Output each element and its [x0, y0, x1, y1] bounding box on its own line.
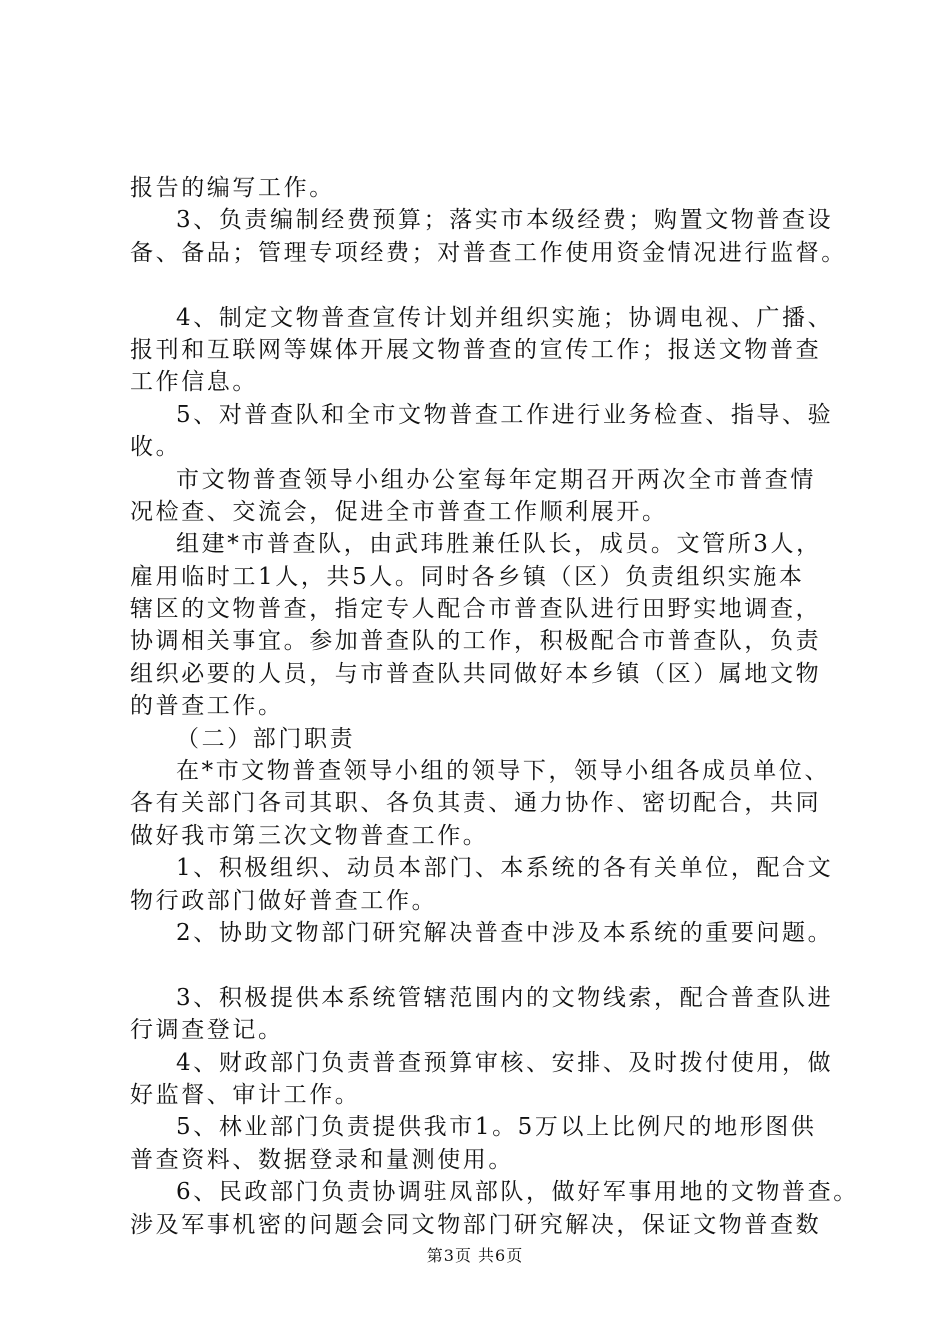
text-line: 5、对普查队和全市文物普查工作进行业务检查、指导、验	[176, 401, 834, 428]
text-line: 工作信息。	[130, 369, 258, 396]
text-line: 雇用临时工1人，共5人。同时各乡镇（区）负责组织实施本	[130, 563, 805, 590]
text-line: 收。	[130, 434, 182, 461]
document-body	[130, 172, 859, 1241]
text-line: 组织必要的人员，与市普查队共同做好本乡镇（区）属地文物	[130, 660, 822, 687]
text-line: 3、负责编制经费预算；落实市本级经费；购置文物普查设	[176, 207, 834, 234]
text-line: 的普查工作。	[130, 693, 284, 720]
text-line: 辖区的文物普查，指定专人配合市普查队进行田野实地调查，	[130, 596, 822, 623]
page-number-footer: 第3页 共6页	[426, 1246, 524, 1265]
text-line: 报告的编写工作。	[130, 175, 335, 201]
text-line: 物行政部门做好普查工作。	[130, 887, 438, 914]
text-line: 备、备品；管理专项经费；对普查工作使用资金情况进行监督。	[130, 239, 847, 266]
text-line: 普查资料、数据登录和量测使用。	[130, 1146, 514, 1173]
text-line: 2、协助文物部门研究解决普查中涉及本系统的重要问题。	[176, 919, 834, 946]
text-line: 3、积极提供本系统管辖范围内的文物线索，配合普查队进	[176, 984, 834, 1011]
text-line: 组建*市普查队，由武玮胜兼任队长，成员。文管所3人，	[176, 531, 822, 558]
text-line: 况检查、交流会，促进全市普查工作顺利展开。	[130, 498, 668, 525]
text-line: 涉及军事机密的问题会同文物部门研究解决，保证文物普查数	[130, 1211, 822, 1238]
text-line: 协调相关事宜。参加普查队的工作，积极配合市普查队，负责	[130, 628, 822, 655]
text-line: 4、财政部门负责普查预算审核、安排、及时拨付使用，做	[176, 1049, 834, 1076]
text-line: 1、积极组织、动员本部门、本系统的各有关单位，配合文	[176, 855, 834, 882]
section-heading: （二）部门职责	[176, 725, 356, 752]
text-line: 6、民政部门负责协调驻凤部队，做好军事用地的文物普查。	[176, 1179, 859, 1206]
text-line: 在*市文物普查领导小组的领导下，领导小组各成员单位、	[176, 758, 831, 785]
text-line: 各有关部门各司其职、各负其责、通力协作、密切配合，共同	[130, 790, 822, 817]
text-line: 行调查登记。	[130, 1017, 284, 1044]
text-line: 报刊和互联网等媒体开展文物普查的宣传工作；报送文物普查	[130, 336, 822, 363]
text-line: 4、制定文物普查宣传计划并组织实施；协调电视、广播、	[176, 304, 834, 331]
blank-line	[130, 269, 840, 301]
text-line: 5、林业部门负责提供我市1。5万以上比例尺的地形图供	[176, 1114, 817, 1141]
text-line: 市文物普查领导小组办公室每年定期召开两次全市普查情	[176, 466, 816, 493]
blank-line	[130, 949, 840, 981]
text-line: 好监督、审计工作。	[130, 1081, 361, 1108]
text-line: 做好我市第三次文物普查工作。	[130, 822, 489, 849]
